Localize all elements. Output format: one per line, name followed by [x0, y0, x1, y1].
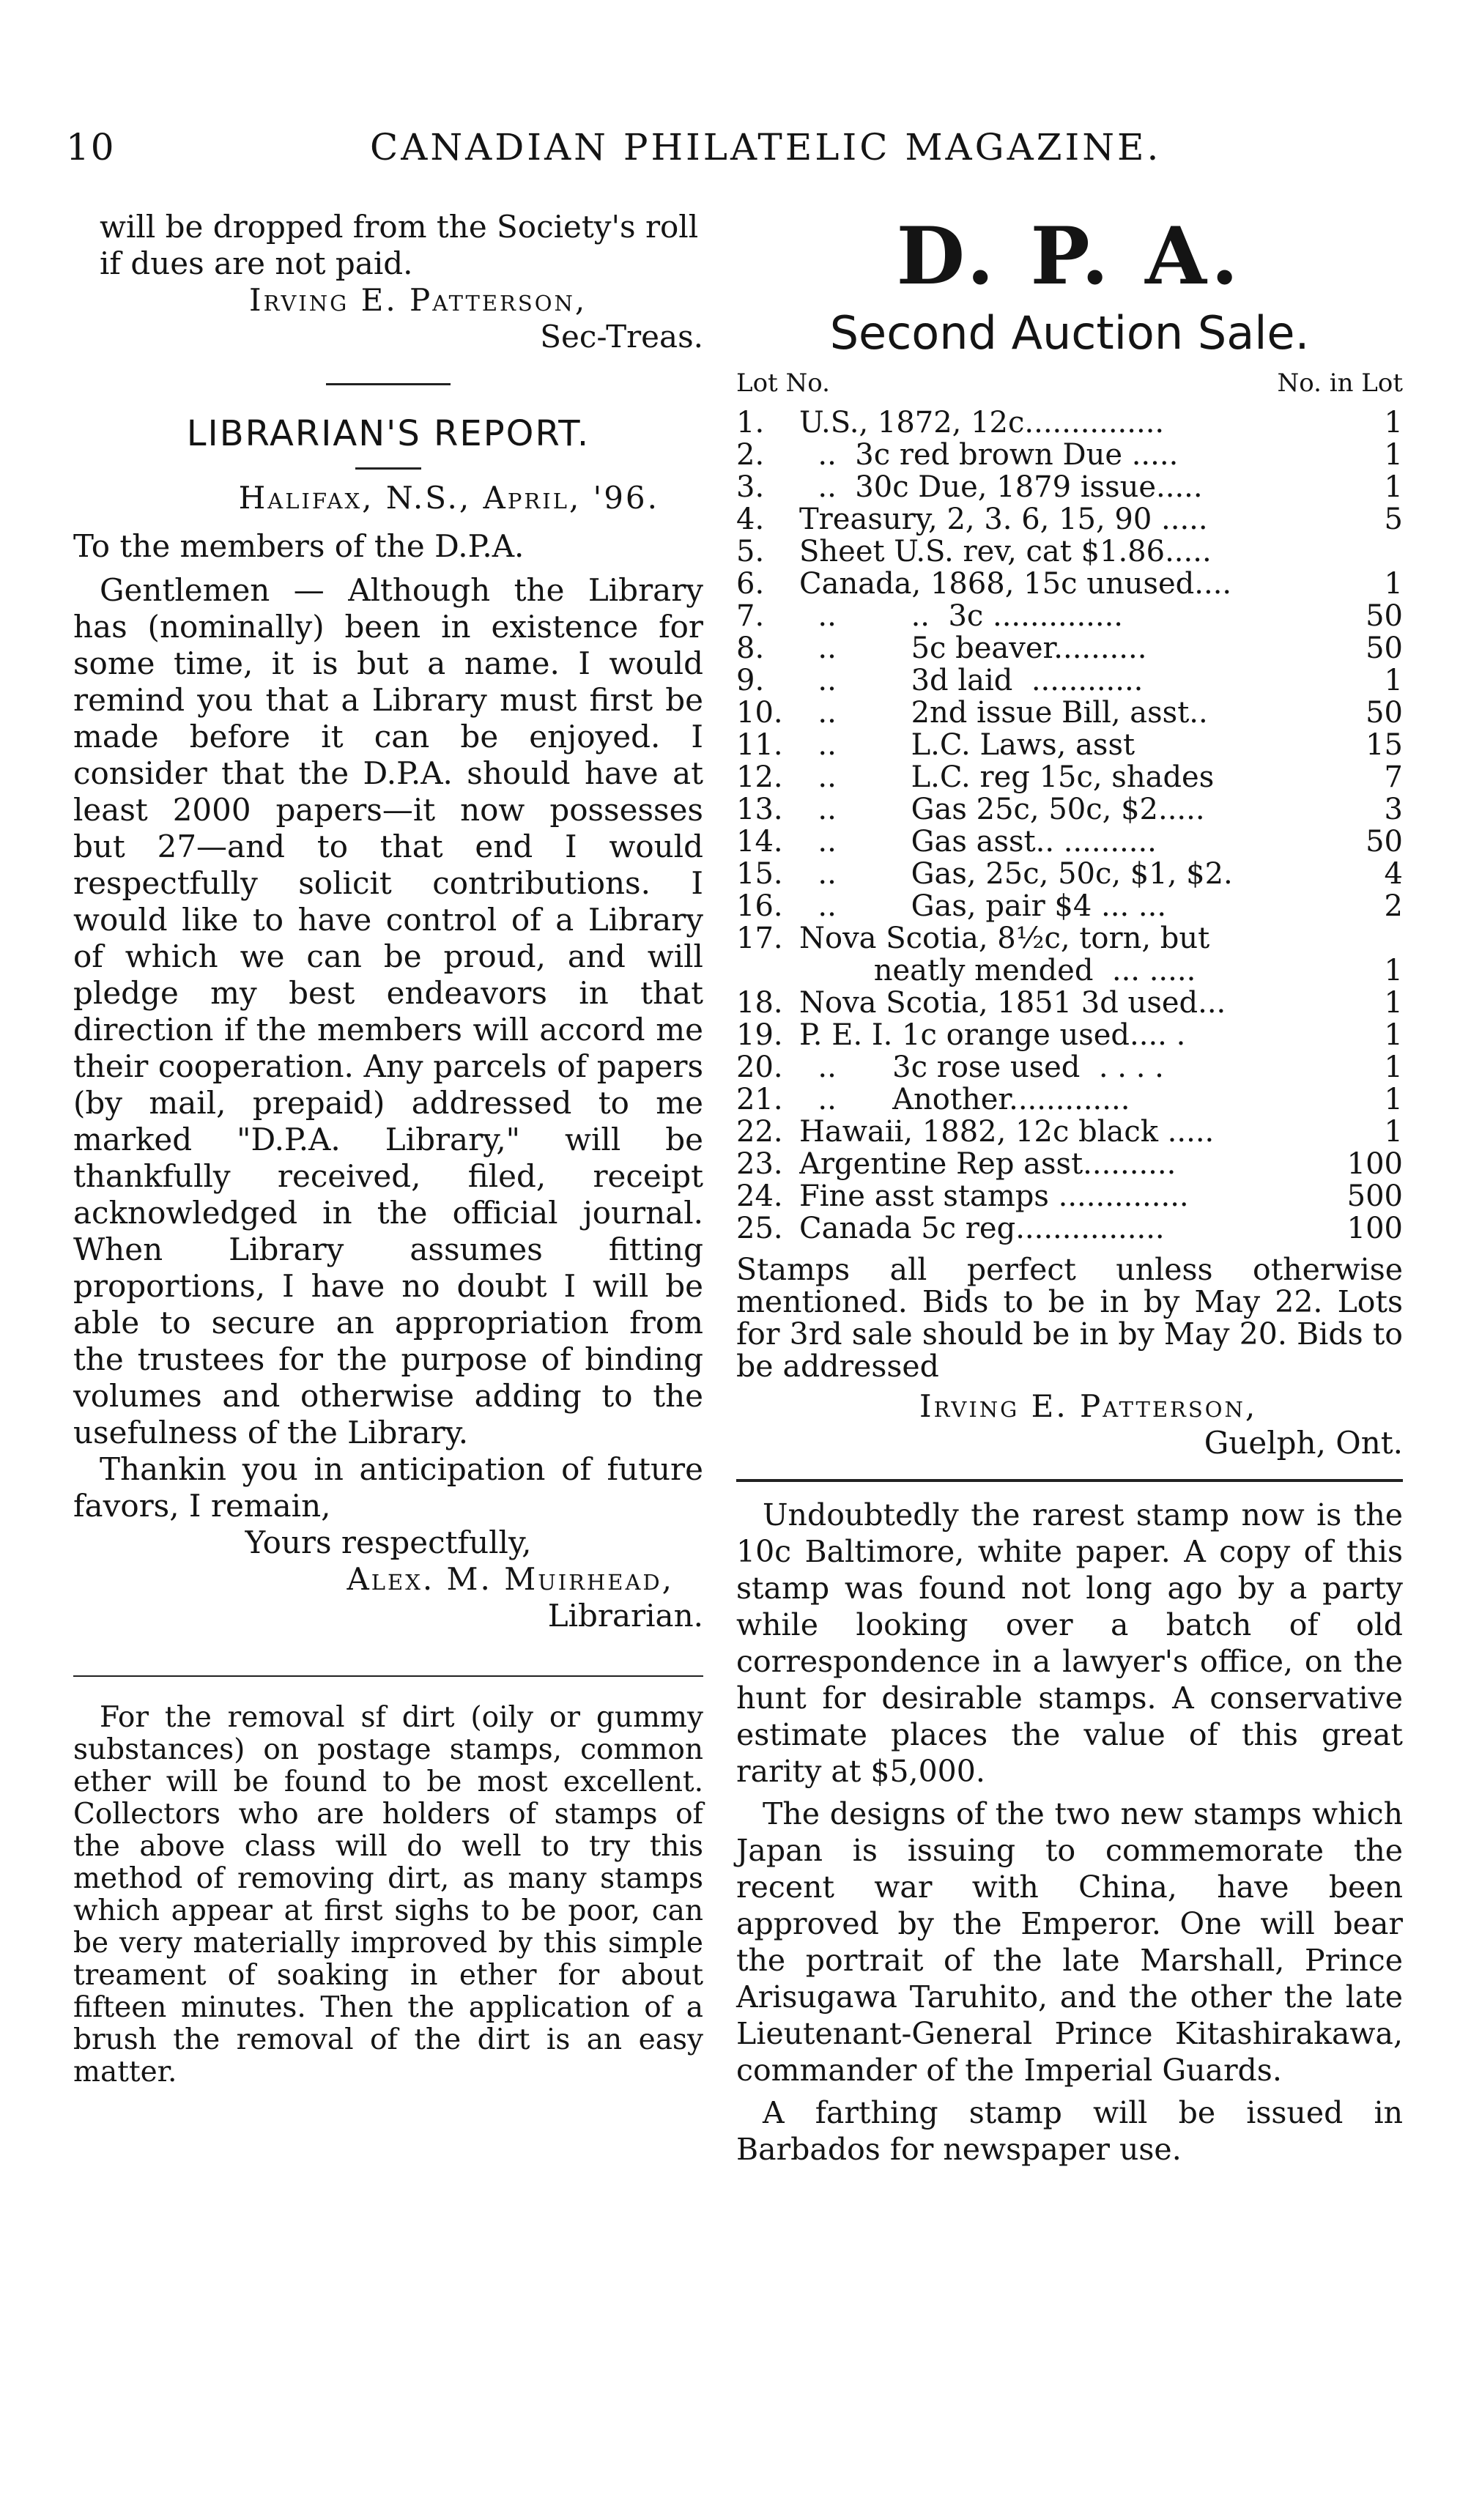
dateline: Halifax, N.S., April, '96. — [238, 480, 659, 516]
intro-line-2: if dues are not paid. — [100, 245, 413, 281]
librarian-report-title: LIBRARIAN'S REPORT. — [186, 413, 590, 454]
librarian-role: Librarian. — [547, 1598, 703, 1634]
lot-row — [736, 503, 1403, 536]
lot-quantity: 1 — [1384, 567, 1403, 601]
lot-description: .. 3d laid ............ — [799, 664, 1144, 697]
lot-quantity: 50 — [1366, 825, 1403, 859]
lot-quantity: 1 — [1384, 954, 1403, 987]
lot-description: Fine asst stamps .............. — [799, 1180, 1189, 1212]
lot-row — [736, 955, 1403, 987]
lot-quantity — [1337, 536, 1403, 568]
lot-number: 1. — [736, 406, 765, 440]
lot-description: Nova Scotia, 1851 3d used... — [799, 987, 1226, 1019]
lot-row — [736, 793, 1403, 826]
auction-signature-name: Irving E. Patterson, — [919, 1388, 1258, 1424]
lot-quantity: 1 — [1384, 1050, 1403, 1084]
dirt-removal-note: For the removal sf dirt (oily or gummy substances) on postage stamps, common ether will be found to be most excellent. Collectors who are holders of stamps of the above class will do well to try this method of removing dirt, as many stamps which appear at first sighs to be poor, can be very materially improved by this simple treament of soaking in ether for about fifteen minutes. Then the application of a brush the removal of the dirt is an easy matter. — [73, 1701, 703, 2089]
lot-quantity: 5 — [1384, 503, 1403, 536]
lot-number: 22. — [736, 1115, 783, 1149]
librarian-name: Alex. M. Muirhead, — [347, 1561, 674, 1597]
lot-quantity: 1 — [1384, 1018, 1403, 1052]
lot-quantity: 1 — [1384, 986, 1403, 1020]
lot-row — [736, 826, 1403, 858]
lot-number: 5. — [736, 535, 765, 568]
lot-quantity: 1 — [1384, 664, 1403, 697]
column-divider — [73, 1675, 703, 1677]
page-header — [66, 126, 1399, 177]
lot-number: 2. — [736, 438, 765, 472]
lot-row — [736, 471, 1403, 503]
lot-number: 24. — [736, 1179, 783, 1213]
lot-row — [736, 761, 1403, 793]
lot-description: Argentine Rep asst.......... — [799, 1148, 1177, 1180]
lot-description: .. Gas, 25c, 50c, $1, $2. — [799, 858, 1233, 890]
lot-row — [736, 1148, 1403, 1180]
lot-row — [736, 1180, 1403, 1212]
lot-row — [736, 664, 1403, 697]
lot-row — [736, 697, 1403, 729]
lot-quantity — [1337, 922, 1403, 955]
japan-stamps-note: The designs of the two new stamps which Japan is issuing to commemorate the recent war with China, have been approved by the Emperor. One will bear the portrait of the late Marshall, Prince Arisugawa Taruhito, and the other the late Lieutenant-General Prince Kitashirakawa, commander of the Imperial Guards. — [736, 1796, 1403, 2088]
lot-number: 11. — [736, 728, 783, 762]
barbados-stamp-note: A farthing stamp will be issued in Barbados for newspaper use. — [736, 2095, 1403, 2167]
lot-row — [736, 1116, 1403, 1148]
lot-description: .. 3c rose used . . . . — [799, 1051, 1164, 1083]
lot-row — [736, 729, 1403, 761]
lot-row — [736, 632, 1403, 664]
lot-quantity: 1 — [1384, 438, 1403, 472]
lot-description: P. E. I. 1c orange used.... . — [799, 1019, 1186, 1051]
secretary-name: Irving E. Patterson, — [249, 282, 588, 318]
lot-description: .. .. 3c .............. — [799, 600, 1124, 632]
lot-description: Treasury, 2, 3. 6, 15, 90 ..... — [799, 503, 1208, 536]
lot-row — [736, 568, 1403, 600]
lot-description: Nova Scotia, 8½c, torn, but — [799, 922, 1210, 955]
lot-number: 16. — [736, 889, 783, 923]
lot-row — [736, 858, 1403, 890]
magazine-title: CANADIAN PHILATELIC MAGAZINE. — [370, 126, 1162, 168]
lot-quantity: 1 — [1384, 470, 1403, 504]
lot-row — [736, 987, 1403, 1019]
lot-number: 3. — [736, 470, 765, 504]
lot-number-header: Lot No. — [736, 368, 830, 398]
lot-quantity: 2 — [1384, 889, 1403, 923]
salutation: To the members of the D.P.A. — [73, 528, 525, 564]
lot-number: 6. — [736, 567, 765, 601]
lot-description: Sheet U.S. rev, cat $1.86..... — [799, 536, 1212, 568]
lot-quantity: 15 — [1366, 728, 1403, 762]
lot-description: .. Another............. — [799, 1083, 1130, 1116]
lot-quantity: 3 — [1384, 793, 1403, 826]
lot-row — [736, 890, 1403, 922]
right-column — [736, 209, 1403, 2168]
lot-number: 15. — [736, 857, 783, 891]
lot-row — [736, 1212, 1403, 1245]
lot-number: 20. — [736, 1050, 783, 1084]
baltimore-stamp-note: Undoubtedly the rarest stamp now is the 10c Baltimore, white paper. A copy of this stamp was found not long ago by a party while looking over a batch of old correspondence in a lawyer's office, on the hunt for desirable stamps. A conservative estimate places the value of this great rarity at $5,000. — [736, 1497, 1403, 1789]
lot-description: .. 5c beaver.......... — [799, 632, 1147, 664]
closing: Yours respectfully, — [245, 1524, 532, 1560]
lot-row — [736, 1051, 1403, 1083]
lot-description: neatly mended ... ..... — [799, 955, 1196, 987]
title-underline — [355, 467, 421, 470]
lot-description: .. 3c red brown Due ..... — [799, 439, 1179, 471]
lot-number: 25. — [736, 1212, 783, 1245]
lot-quantity-header: No. in Lot — [1277, 368, 1403, 398]
lot-number: 19. — [736, 1018, 783, 1052]
lot-number: 7. — [736, 599, 765, 633]
lot-quantity: 100 — [1346, 1212, 1403, 1245]
lot-description: .. L.C. reg 15c, shades — [799, 761, 1215, 793]
lot-number: 10. — [736, 696, 783, 730]
lot-quantity: 1 — [1384, 406, 1403, 440]
lot-description: .. 2nd issue Bill, asst.. — [799, 697, 1208, 729]
lot-quantity: 50 — [1366, 599, 1403, 633]
lot-number: 23. — [736, 1147, 783, 1181]
lot-number: 18. — [736, 986, 783, 1020]
lot-number: 14. — [736, 825, 783, 859]
lot-description: .. Gas 25c, 50c, $2..... — [799, 793, 1205, 826]
lot-row — [736, 439, 1403, 471]
lot-number: 21. — [736, 1083, 783, 1116]
lot-number: 8. — [736, 631, 765, 665]
lot-quantity: 1 — [1384, 1115, 1403, 1149]
lot-quantity: 1 — [1384, 1083, 1403, 1116]
lot-description: U.S., 1872, 12c............... — [799, 407, 1165, 439]
dpa-heading: D. P. A. — [896, 210, 1243, 303]
lot-number: 9. — [736, 664, 765, 697]
lot-quantity: 500 — [1346, 1179, 1403, 1213]
lot-number: 4. — [736, 503, 765, 536]
secretary-role: Sec-Treas. — [540, 319, 703, 355]
lot-description: Canada, 1868, 15c unused.... — [799, 568, 1232, 600]
lot-row — [736, 536, 1403, 568]
report-body: Gentlemen — Although the Library has (nominally) been in existence for some time, it is but a name. I would remind you that a Library must first be made before it can be enjoyed. I consider that the D.P.A. should have at least 2000 papers—it now possesses but 27—and to that end I would respectfully solicit contributions. I would like to have control of a Library of which we can be proud, and will pledge my best endeavors in that direction if the members will accord me their cooperation. Any parcels of papers (by mail, prepaid) addressed to me marked "D.P.A. Library," will be thankfully received, filed, receipt acknowledged in the official journal. When Library assumes fitting proportions, I have no doubt I will be able to secure an appropriation from the trustees for the purpose of binding volumes and otherwise adding to the usefulness of the Library. — [73, 572, 703, 1450]
lot-row — [736, 407, 1403, 439]
lot-description: .. Gas, pair $4 ... ... — [799, 890, 1167, 922]
intro-line-1: will be dropped from the Society's roll — [100, 209, 699, 245]
lot-list — [736, 407, 1403, 1245]
auction-title: Second Auction Sale. — [829, 306, 1310, 360]
lot-row — [736, 1019, 1403, 1051]
lot-row — [736, 922, 1403, 955]
lot-description: .. 30c Due, 1879 issue..... — [799, 471, 1203, 503]
right-column-divider — [736, 1479, 1403, 1482]
lot-quantity: 7 — [1384, 760, 1403, 794]
lot-description: Canada 5c reg................ — [799, 1212, 1165, 1245]
thanks-line: Thankin you in anticipation of future favors, I remain, — [73, 1451, 703, 1524]
lot-number: 13. — [736, 793, 783, 826]
lot-quantity: 50 — [1366, 631, 1403, 665]
auction-terms: Stamps all perfect unless otherwise mentioned. Bids to be in by May 22. Lots for 3rd sale should be in by May 20. Bids to be addressed — [736, 1252, 1403, 1384]
lot-number — [736, 955, 799, 987]
lot-description: Hawaii, 1882, 12c black ..... — [799, 1116, 1215, 1148]
section-divider — [326, 383, 451, 385]
left-column — [73, 209, 703, 2089]
lot-row — [736, 600, 1403, 632]
lot-quantity: 100 — [1346, 1147, 1403, 1181]
auction-signature-place: Guelph, Ont. — [1204, 1425, 1403, 1461]
lot-table-header — [736, 368, 1403, 398]
lot-description: .. L.C. Laws, asst — [799, 729, 1135, 761]
lot-row — [736, 1083, 1403, 1116]
lot-quantity: 50 — [1366, 696, 1403, 730]
lot-number: 12. — [736, 760, 783, 794]
page-number: 10 — [66, 126, 116, 168]
lot-quantity: 4 — [1384, 857, 1403, 891]
lot-number: 17. — [736, 922, 783, 955]
lot-description: .. Gas asst.. .......... — [799, 826, 1157, 858]
